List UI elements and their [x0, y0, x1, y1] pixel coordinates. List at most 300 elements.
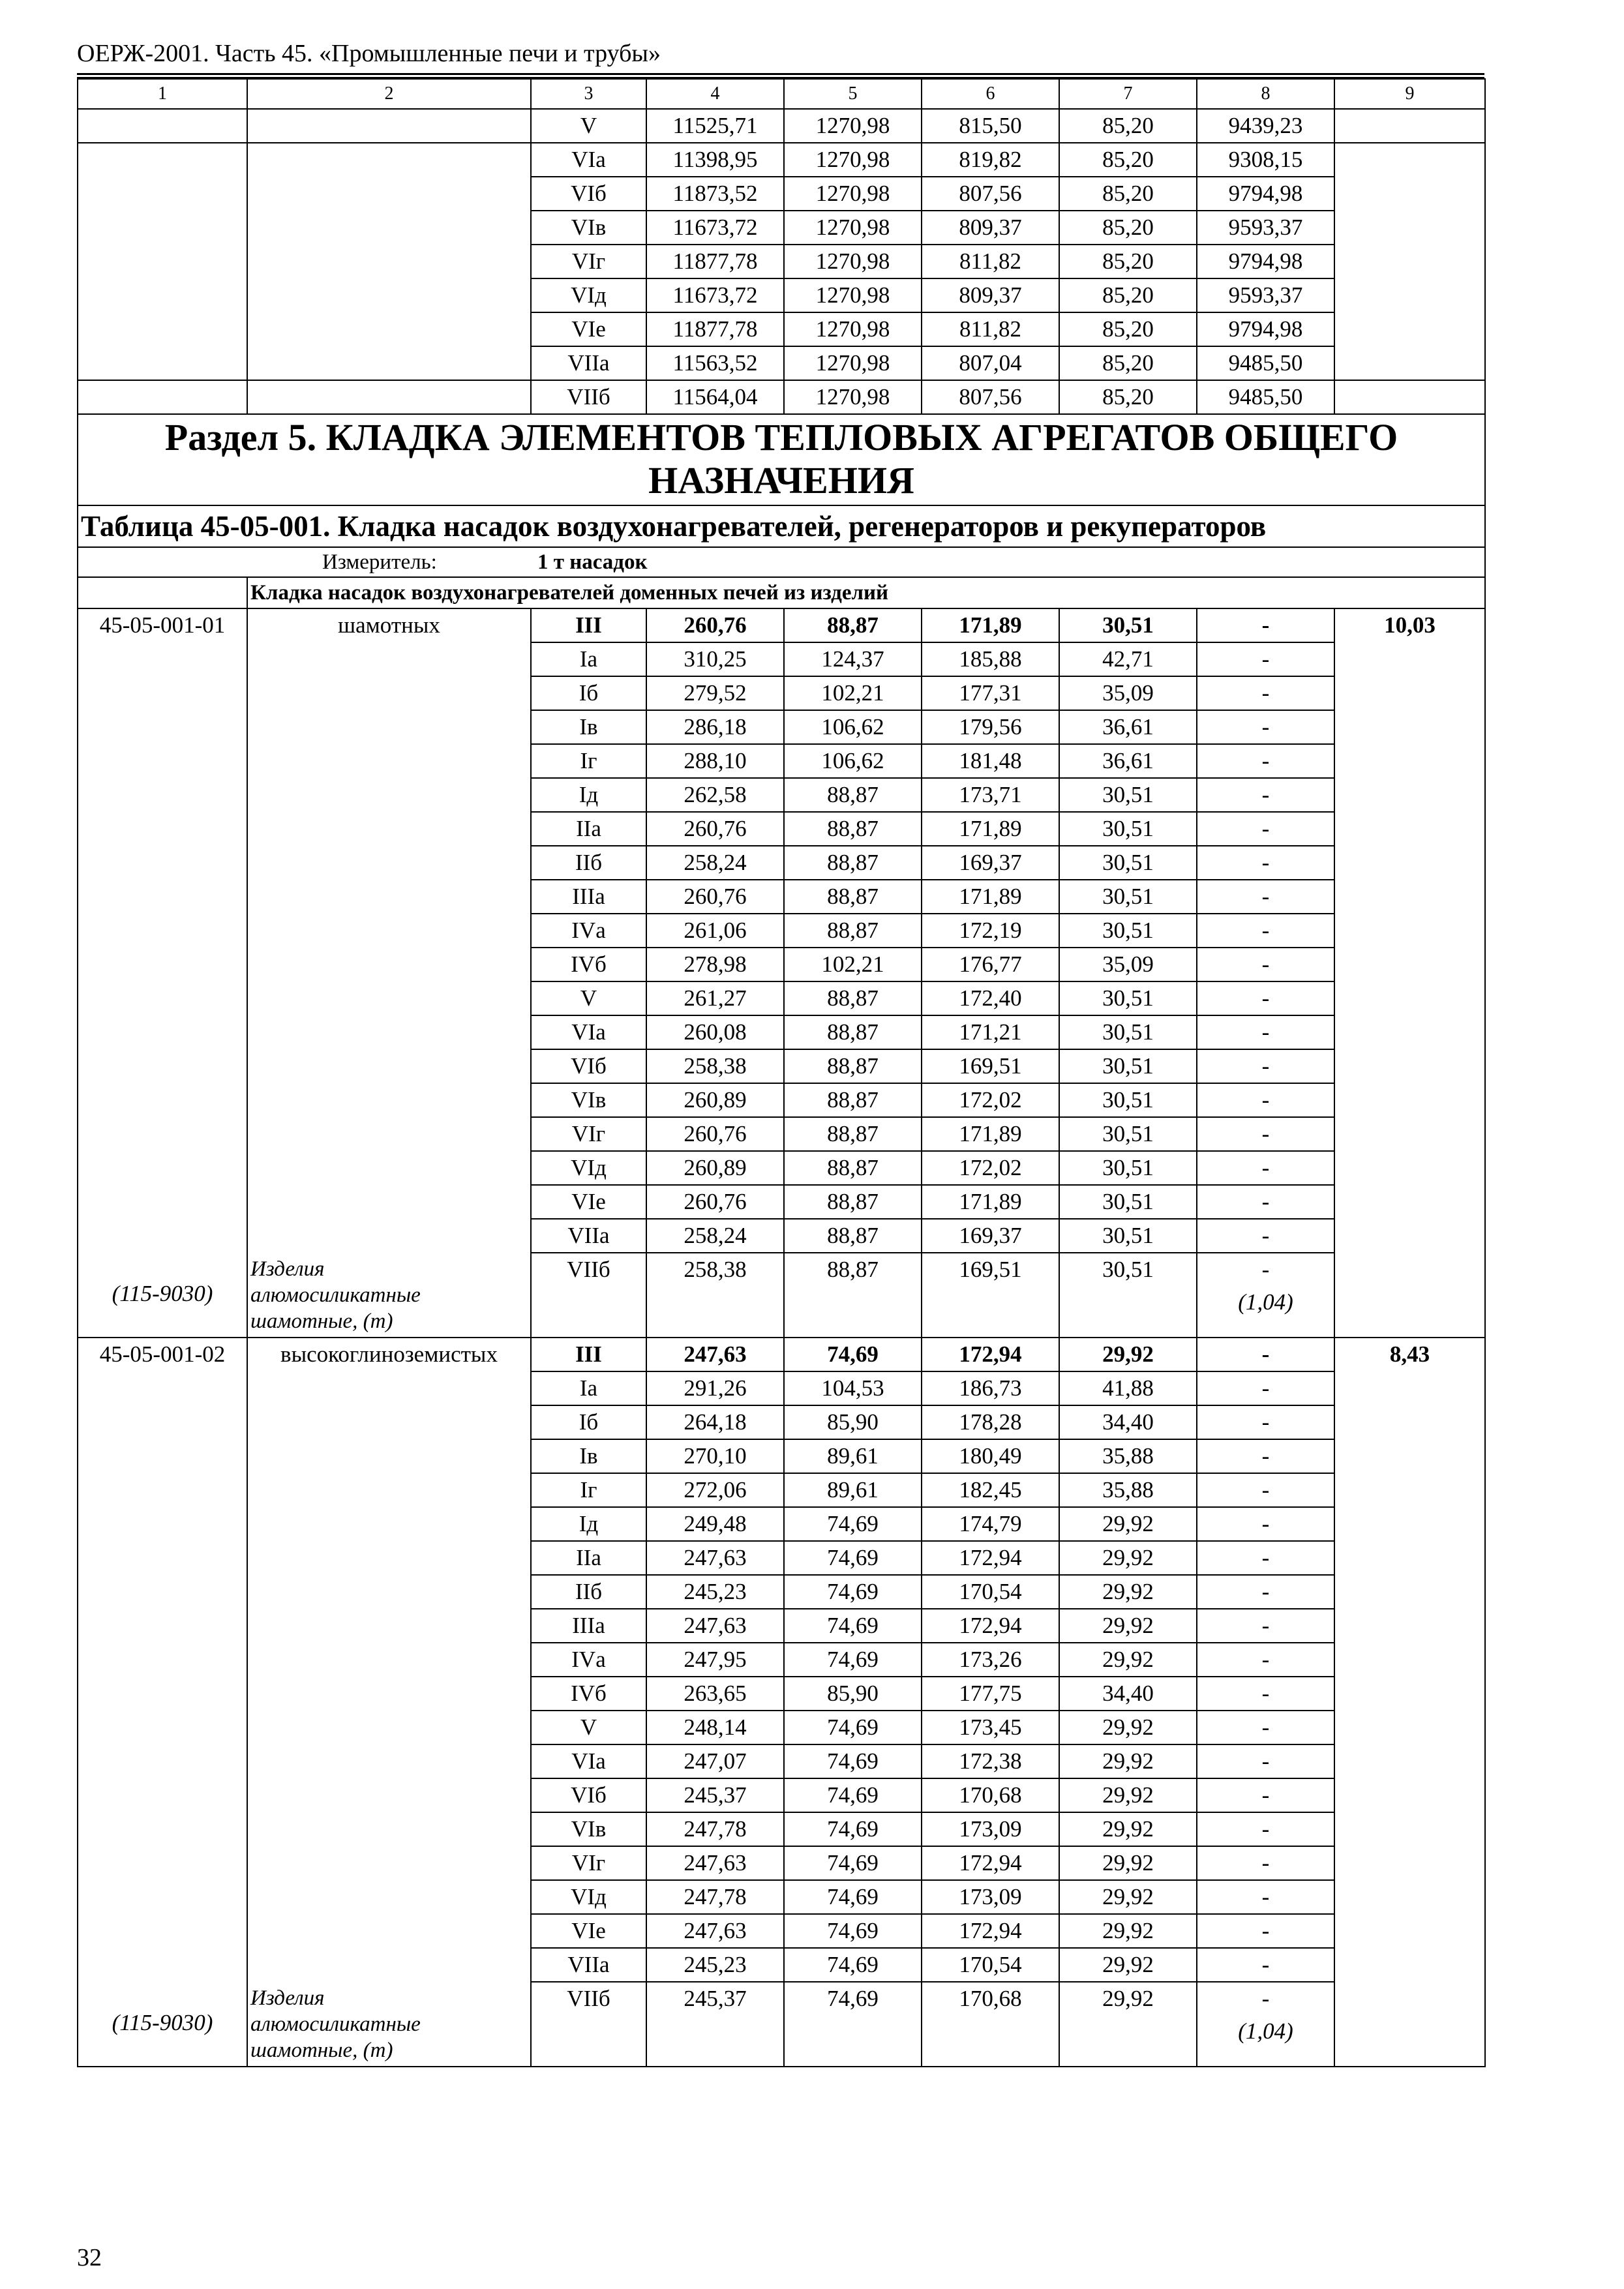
value-cell: [1334, 1253, 1485, 1338]
value-cell: 30,51: [1059, 1219, 1197, 1253]
value-cell: 34,40: [1059, 1677, 1197, 1711]
code-cell: [78, 211, 247, 245]
value-cell: 9593,37: [1197, 211, 1334, 245]
code-cell: [78, 642, 247, 676]
value-cell: [1334, 642, 1485, 676]
value-cell: 248,14: [646, 1711, 784, 1744]
value-cell: 30,51: [1059, 1083, 1197, 1117]
value-label: 74,69: [827, 1986, 879, 2011]
code-cell: [78, 143, 247, 177]
zone-cell: VIIа: [531, 1948, 646, 1982]
value-cell: 180,49: [922, 1439, 1059, 1473]
value-cell: -: [1197, 1439, 1334, 1473]
table-row: [78, 914, 1485, 948]
zone-cell: Iг: [531, 1473, 646, 1507]
column-number: 2: [247, 79, 531, 109]
value-cell: [1334, 914, 1485, 948]
zone-cell: Iг: [531, 744, 646, 778]
value-cell: [1334, 1371, 1485, 1405]
table-row: [78, 245, 1485, 278]
value-cell: 35,09: [1059, 676, 1197, 710]
value-cell: 74,69: [784, 1338, 922, 1371]
code-cell: [78, 1609, 247, 1643]
zone-cell: IVа: [531, 1643, 646, 1677]
value-cell: 807,04: [922, 346, 1059, 380]
zone-cell: [531, 1253, 646, 1338]
table-row: [78, 1015, 1485, 1049]
value-cell: [1059, 1253, 1197, 1338]
value-cell: 36,61: [1059, 744, 1197, 778]
value-cell: [1334, 1151, 1485, 1185]
value-cell: 29,92: [1059, 1609, 1197, 1643]
value-cell: 88,87: [784, 1015, 922, 1049]
value-cell: [1334, 1880, 1485, 1914]
code-cell: [78, 914, 247, 948]
value-cell: 8,43: [1334, 1338, 1485, 1371]
name-cell: [247, 1677, 531, 1711]
value-cell: [1334, 1711, 1485, 1744]
table-row: [78, 642, 1485, 676]
table-row: [78, 278, 1485, 312]
zone-cell: VIб: [531, 1049, 646, 1083]
zone-cell: VIв: [531, 211, 646, 245]
value-cell: [1059, 1982, 1197, 2067]
measure-row: [78, 547, 1485, 577]
value-cell: -: [1197, 1643, 1334, 1677]
value-cell: 173,45: [922, 1711, 1059, 1744]
value-cell: 9794,98: [1197, 245, 1334, 278]
zone-label: VIIб: [567, 1257, 610, 1282]
value-cell: -: [1197, 1117, 1334, 1151]
value-cell: 85,20: [1059, 346, 1197, 380]
value-cell: 260,89: [646, 1151, 784, 1185]
value-cell: 172,19: [922, 914, 1059, 948]
table-row: [78, 1338, 1485, 1371]
zone-cell: Iв: [531, 1439, 646, 1473]
zone-cell: VIд: [531, 1880, 646, 1914]
name-cell: [247, 1643, 531, 1677]
value-cell: -: [1197, 1338, 1334, 1371]
value-cell: [1334, 1778, 1485, 1812]
value-cell: 85,20: [1059, 177, 1197, 211]
zone-label: VIIб: [567, 1986, 610, 2011]
value-cell: 171,89: [922, 1117, 1059, 1151]
zone-cell: VIе: [531, 1185, 646, 1219]
value-cell: 1270,98: [784, 312, 922, 346]
value-cell: 9485,50: [1197, 346, 1334, 380]
value-cell: 85,20: [1059, 312, 1197, 346]
value-cell: [1334, 710, 1485, 744]
value-cell: -: [1197, 1185, 1334, 1219]
value-cell: 260,76: [646, 812, 784, 846]
table-row: [78, 143, 1485, 177]
value-cell: 263,65: [646, 1677, 784, 1711]
value-cell: -: [1197, 1744, 1334, 1778]
measure-label: Измеритель:: [322, 550, 437, 574]
value-cell: 29,92: [1059, 1507, 1197, 1541]
zone-cell: [531, 1982, 646, 2067]
column-number: 5: [784, 79, 922, 109]
table-row: [78, 1744, 1485, 1778]
value-cell: [1334, 1846, 1485, 1880]
name-cell: [247, 143, 531, 177]
value-cell: 89,61: [784, 1473, 922, 1507]
table-row: [78, 1253, 1485, 1338]
value-cell: 1270,98: [784, 143, 922, 177]
value-cell: 88,87: [784, 1117, 922, 1151]
value-cell: 1270,98: [784, 177, 922, 211]
value-cell: [1334, 346, 1485, 380]
note-code-cell: [78, 1982, 247, 2067]
value-cell: 106,62: [784, 744, 922, 778]
value-cell: 74,69: [784, 1711, 922, 1744]
value-cell: [1334, 1117, 1485, 1151]
value-cell: [1334, 1914, 1485, 1948]
value-cell: 29,92: [1059, 1846, 1197, 1880]
value-cell: 177,75: [922, 1677, 1059, 1711]
value-cell: 169,51: [922, 1049, 1059, 1083]
value-cell: 74,69: [784, 1914, 922, 1948]
column-number: 1: [78, 79, 247, 109]
table-row: [78, 380, 1485, 414]
measure-value: 1 т насадок: [537, 550, 648, 574]
value-cell: 74,69: [784, 1643, 922, 1677]
zone-cell: IIа: [531, 1541, 646, 1575]
value-cell: 124,37: [784, 642, 922, 676]
name-cell: [247, 177, 531, 211]
value-cell: 176,77: [922, 948, 1059, 981]
value-cell: 807,56: [922, 177, 1059, 211]
value-cell: [1334, 778, 1485, 812]
value-cell: 88,87: [784, 1151, 922, 1185]
code-cell: [78, 1151, 247, 1185]
value-cell: 35,09: [1059, 948, 1197, 981]
value-cell: 173,09: [922, 1880, 1059, 1914]
value-cell: 172,40: [922, 981, 1059, 1015]
table-row: [78, 1507, 1485, 1541]
name-cell: высокоглиноземистых: [247, 1338, 531, 1371]
value-cell: 85,90: [784, 1677, 922, 1711]
code-cell: [78, 278, 247, 312]
name-cell: [247, 880, 531, 914]
empty-cell: [78, 577, 247, 608]
zone-cell: Iа: [531, 1371, 646, 1405]
zone-cell: Iа: [531, 642, 646, 676]
zone-cell: IIIа: [531, 880, 646, 914]
value-cell: -: [1197, 608, 1334, 642]
value-cell: 181,48: [922, 744, 1059, 778]
value-cell: -: [1197, 1880, 1334, 1914]
value-cell: 809,37: [922, 211, 1059, 245]
value-cell: 260,08: [646, 1015, 784, 1049]
value-cell: -: [1197, 1677, 1334, 1711]
zone-cell: VIIа: [531, 346, 646, 380]
zone-cell: Iб: [531, 676, 646, 710]
name-cell: [247, 1914, 531, 1948]
value-cell: 811,82: [922, 245, 1059, 278]
value-cell: 174,79: [922, 1507, 1059, 1541]
value-cell: [1334, 1948, 1485, 1982]
value-cell: -: [1197, 1083, 1334, 1117]
value-label: 245,37: [684, 1986, 747, 2011]
zone-cell: III: [531, 608, 646, 642]
value-cell: 89,61: [784, 1439, 922, 1473]
section-title-row: [78, 414, 1485, 505]
zone-cell: VIг: [531, 245, 646, 278]
value-cell: 182,45: [922, 1473, 1059, 1507]
value-cell: [922, 1982, 1059, 2067]
zone-cell: VIа: [531, 1015, 646, 1049]
value-cell: -: [1197, 981, 1334, 1015]
zone-cell: VIе: [531, 1914, 646, 1948]
value-cell: 11564,04: [646, 380, 784, 414]
value-cell: -: [1197, 1473, 1334, 1507]
value-cell: 258,24: [646, 846, 784, 880]
value-cell: 88,87: [784, 1219, 922, 1253]
table-row: [78, 1812, 1485, 1846]
table-row: [78, 1948, 1485, 1982]
value-cell: 30,51: [1059, 1015, 1197, 1049]
code-cell: [78, 1507, 247, 1541]
value-cell: 1270,98: [784, 245, 922, 278]
value-cell: 815,50: [922, 109, 1059, 143]
code-cell: [78, 1185, 247, 1219]
material-name: Изделия алюмосиликатные шамотные, (т): [250, 1986, 421, 2062]
zone-cell: V: [531, 1711, 646, 1744]
value-cell: 74,69: [784, 1507, 922, 1541]
value-cell: 88,87: [784, 981, 922, 1015]
name-cell: [247, 1880, 531, 1914]
value-cell: -: [1197, 1914, 1334, 1948]
value-cell: 9593,37: [1197, 278, 1334, 312]
table-row: [78, 812, 1485, 846]
name-cell: [247, 778, 531, 812]
code-cell: 45-05-001-01: [78, 608, 247, 642]
value-cell: 88,87: [784, 1185, 922, 1219]
value-cell: -: [1197, 914, 1334, 948]
value-cell: 11563,52: [646, 346, 784, 380]
zone-cell: Iд: [531, 1507, 646, 1541]
name-cell: [247, 1846, 531, 1880]
name-cell: [247, 914, 531, 948]
zone-cell: IIб: [531, 846, 646, 880]
value-cell: 29,92: [1059, 1914, 1197, 1948]
value-cell: 74,69: [784, 1948, 922, 1982]
zone-cell: VIд: [531, 278, 646, 312]
value-cell: 179,56: [922, 710, 1059, 744]
table-row: [78, 880, 1485, 914]
value-cell: 11673,72: [646, 278, 784, 312]
value-cell: [1334, 1015, 1485, 1049]
table-row: [78, 948, 1485, 981]
note-name-cell: [247, 1253, 531, 1338]
code-cell: [78, 1914, 247, 1948]
value-cell: -: [1197, 642, 1334, 676]
value-cell: 74,69: [784, 1744, 922, 1778]
table-row: [78, 1846, 1485, 1880]
value-cell: -: [1197, 1575, 1334, 1609]
name-cell: [247, 1507, 531, 1541]
value-cell: 1270,98: [784, 380, 922, 414]
value-cell: 85,20: [1059, 278, 1197, 312]
code-cell: [78, 880, 247, 914]
value-cell: -: [1197, 1507, 1334, 1541]
value-cell: -: [1197, 1541, 1334, 1575]
code-cell: [78, 812, 247, 846]
value-cell: 9794,98: [1197, 312, 1334, 346]
value-cell: -: [1197, 744, 1334, 778]
value-cell: 247,07: [646, 1744, 784, 1778]
value-cell: 279,52: [646, 676, 784, 710]
table-row: [78, 1575, 1485, 1609]
zone-cell: VIд: [531, 1151, 646, 1185]
value-cell: [646, 1253, 784, 1338]
value-cell: [1334, 744, 1485, 778]
value-cell: 42,71: [1059, 642, 1197, 676]
value-cell: [1334, 109, 1485, 143]
code-cell: [78, 676, 247, 710]
value-cell: 249,48: [646, 1507, 784, 1541]
value-cell: [1334, 676, 1485, 710]
table-row: [78, 1914, 1485, 1948]
value-cell: 9794,98: [1197, 177, 1334, 211]
name-cell: [247, 278, 531, 312]
code-cell: [78, 1049, 247, 1083]
value-cell: 260,76: [646, 1185, 784, 1219]
name-cell: [247, 1151, 531, 1185]
code-cell: [78, 1473, 247, 1507]
table-row: [78, 1541, 1485, 1575]
value-cell: -: [1197, 1371, 1334, 1405]
name-cell: [247, 211, 531, 245]
code-cell: [78, 744, 247, 778]
name-cell: [247, 1812, 531, 1846]
value-cell: 278,98: [646, 948, 784, 981]
value-cell: [784, 1982, 922, 2067]
value-cell: 74,69: [784, 1880, 922, 1914]
value-cell: 41,88: [1059, 1371, 1197, 1405]
zone-cell: VIе: [531, 312, 646, 346]
section-title: Раздел 5. КЛАДКА ЭЛЕМЕНТОВ ТЕПЛОВЫХ АГРЕГАТОВ ОБЩЕГО НАЗНАЧЕНИЯ: [78, 414, 1485, 505]
value-cell: -: [1197, 1405, 1334, 1439]
value-cell: 30,51: [1059, 880, 1197, 914]
value-cell: 104,53: [784, 1371, 922, 1405]
value-cell: 171,89: [922, 608, 1059, 642]
code-cell: [78, 1405, 247, 1439]
code-cell: [78, 1083, 247, 1117]
value-cell: 247,63: [646, 1338, 784, 1371]
zone-cell: VIIб: [531, 380, 646, 414]
value-cell: [1334, 1083, 1485, 1117]
name-cell: [247, 1744, 531, 1778]
note-name-cell: [247, 1982, 531, 2067]
value-cell: 30,51: [1059, 1151, 1197, 1185]
table-row: [78, 1371, 1485, 1405]
name-cell: [247, 1711, 531, 1744]
value-label: 88,87: [827, 1257, 879, 1282]
value-cell: 258,38: [646, 1049, 784, 1083]
table-row: [78, 1117, 1485, 1151]
value-cell: -: [1197, 676, 1334, 710]
name-cell: [247, 1473, 531, 1507]
zone-cell: III: [531, 1338, 646, 1371]
material-quantity: (1,04): [1238, 2018, 1293, 2044]
value-cell: [1334, 1575, 1485, 1609]
table-row: [78, 778, 1485, 812]
value-cell: 261,27: [646, 981, 784, 1015]
name-cell: [247, 1439, 531, 1473]
page-header-title: ОЕРЖ-2001. Часть 45. «Промышленные печи и трубы»: [77, 40, 661, 67]
value-cell: 29,92: [1059, 1948, 1197, 1982]
zone-cell: VIг: [531, 1117, 646, 1151]
value-cell: 85,20: [1059, 109, 1197, 143]
code-cell: [78, 1015, 247, 1049]
zone-cell: IVа: [531, 914, 646, 948]
value-cell: 29,92: [1059, 1744, 1197, 1778]
table-row: [78, 1439, 1485, 1473]
code-cell: [78, 981, 247, 1015]
code-cell: [78, 1744, 247, 1778]
value-cell: 102,21: [784, 676, 922, 710]
value-cell: 10,03: [1334, 608, 1485, 642]
value-cell: 288,10: [646, 744, 784, 778]
value-cell: 261,06: [646, 914, 784, 948]
value-cell: 88,87: [784, 778, 922, 812]
value-cell: 85,20: [1059, 380, 1197, 414]
name-cell: [247, 1405, 531, 1439]
measure-cell: [78, 547, 1485, 577]
value-cell: [1197, 1982, 1334, 2067]
value-label: 170,68: [959, 1986, 1022, 2011]
value-cell: 35,88: [1059, 1473, 1197, 1507]
value-cell: 169,37: [922, 846, 1059, 880]
value-cell: -: [1197, 1778, 1334, 1812]
value-cell: [1334, 812, 1485, 846]
name-cell: [247, 245, 531, 278]
table-row: [78, 346, 1485, 380]
table-row: [78, 1880, 1485, 1914]
value-cell: [1334, 211, 1485, 245]
value-cell: -: [1197, 1219, 1334, 1253]
value-cell: 245,23: [646, 1575, 784, 1609]
table-row: [78, 1778, 1485, 1812]
page-number: 32: [77, 2244, 102, 2271]
value-cell: 247,63: [646, 1914, 784, 1948]
value-cell: 171,21: [922, 1015, 1059, 1049]
subheading-row: [78, 577, 1485, 608]
zone-cell: IIа: [531, 812, 646, 846]
value-cell: -: [1197, 812, 1334, 846]
zone-cell: IVб: [531, 1677, 646, 1711]
value-cell: 247,95: [646, 1643, 784, 1677]
value-cell: 88,87: [784, 880, 922, 914]
table-row: [78, 846, 1485, 880]
value-cell: 29,92: [1059, 1778, 1197, 1812]
value-label: -: [1261, 1986, 1270, 2011]
code-cell: [78, 1643, 247, 1677]
value-cell: -: [1197, 1711, 1334, 1744]
value-cell: 819,82: [922, 143, 1059, 177]
value-cell: 11673,72: [646, 211, 784, 245]
value-cell: 35,88: [1059, 1439, 1197, 1473]
value-cell: [1334, 981, 1485, 1015]
column-number: 7: [1059, 79, 1197, 109]
value-cell: 186,73: [922, 1371, 1059, 1405]
value-cell: 247,78: [646, 1812, 784, 1846]
code-cell: [78, 1812, 247, 1846]
name-cell: шамотных: [247, 608, 531, 642]
value-cell: 247,63: [646, 1609, 784, 1643]
